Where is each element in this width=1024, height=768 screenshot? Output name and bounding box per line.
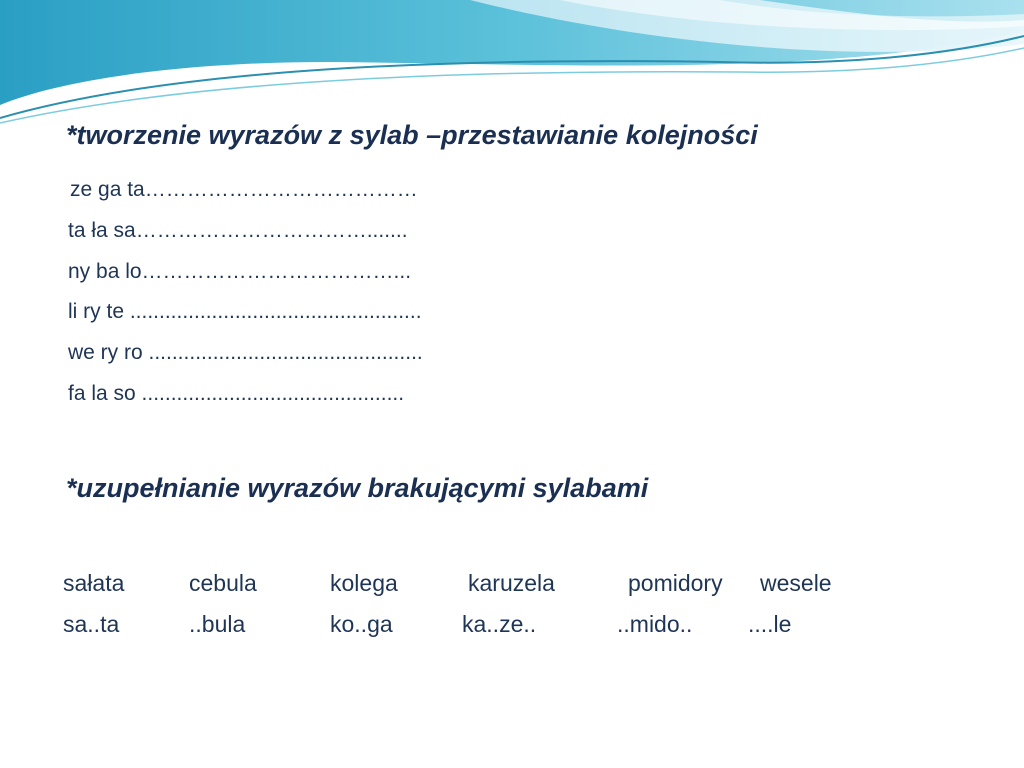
exercise-line: we ry ro ............................................... [68,341,423,364]
word: pomidory [628,570,723,596]
word: cebula [189,570,257,596]
section2-heading: *uzupełnianie wyrazów brakującymi sylabami [66,473,649,503]
exercise-line: li ry te .................................................. [68,300,422,323]
word: karuzela [468,570,555,596]
gap-word: ..bula [189,611,246,637]
decorative-wave-banner [0,0,1024,130]
word: kolega [330,570,398,596]
gap-word: ko..ga [330,611,393,637]
word: wesele [760,570,832,596]
gap-word: ..mido.. [617,611,693,637]
exercise-line: fa la so ............................................. [68,382,405,405]
gap-word: sa..ta [63,611,120,637]
exercise-line: ze ga ta………………………………… [70,178,418,201]
gap-word: ka..ze.. [462,611,537,637]
exercise-line: ny ba lo………………………………... [68,260,412,283]
exercise-line: ta ła sa……………………………....... [68,219,408,242]
word: sałata [63,570,125,596]
gap-word: ....le [748,611,792,637]
section1-heading: *tworzenie wyrazów z sylab –przestawianie kolejności [66,120,758,150]
